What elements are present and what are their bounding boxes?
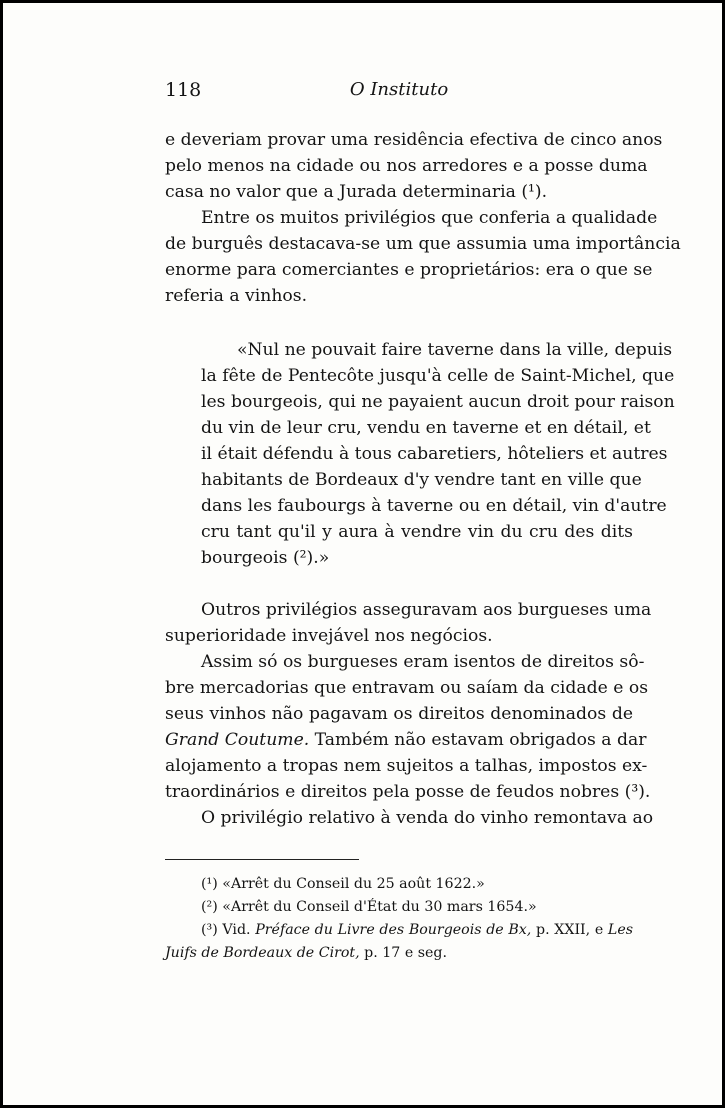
running-title: O Instituto — [349, 79, 449, 100]
footnote-title: Les — [607, 922, 634, 938]
text-line: traordinários e direitos pela posse de feudos nobres (³). — [165, 782, 651, 802]
paragraph-5 — [165, 805, 654, 831]
quote-line: il était défendu à tous cabaretiers, hôteliers et autres — [201, 444, 668, 464]
footnote-text: p. 17 e seg. — [359, 945, 448, 961]
text-line — [165, 727, 647, 753]
italic-term: Grand Coutume. — [165, 730, 310, 750]
text-line: O privilégio relativo à venda do vinho remontava ao — [201, 808, 654, 828]
paragraph-1 — [165, 127, 663, 205]
footnote-title: Juifs de Bordeaux de Cirot, — [165, 945, 360, 961]
footnote-text: (³) Vid. — [201, 922, 256, 938]
quote-line: «Nul ne pouvait faire taverne dans la ville, depuis — [237, 340, 673, 360]
paragraph-3 — [165, 597, 652, 649]
text-line: de burguês destacava-se um que assumia uma importância — [165, 234, 681, 254]
text-line: Assim só os burgueses eram isentos de direitos sô- — [201, 652, 645, 672]
footnote-text: p. XXII, e — [531, 922, 608, 938]
text-segment: Também não estavam obrigados a dar — [309, 730, 647, 750]
text-line: e deveriam provar uma residência efectiva de cinco anos — [165, 130, 663, 150]
quote-line: habitants de Bordeaux d'y vendre tant en ville que — [201, 470, 642, 490]
footnote-3-continued — [165, 942, 633, 965]
paragraph-4 — [165, 649, 651, 805]
text-line: enorme para comerciantes e proprietários: era o que se — [165, 260, 653, 280]
text-line: Outros privilégios asseguravam aos burgueses uma — [201, 600, 652, 620]
footnote-3 — [165, 919, 633, 942]
text-line: Entre os muitos privilégios que conferia a qualidade — [201, 208, 658, 228]
quote-line: cru tant qu'il y aura à vendre vin du cru des dits — [201, 522, 633, 542]
text-line: casa no valor que a Jurada determinaria (¹). — [165, 182, 548, 202]
text-line: superioridade invejável nos negócios. — [165, 626, 493, 646]
quote-line: du vin de leur cru, vendu en taverne et en détail, et — [201, 418, 651, 438]
footnote-title: Préface du Livre des Bourgeois de Bx, — [255, 922, 532, 938]
paragraph-2 — [165, 205, 681, 309]
quote-line: dans les faubourgs à taverne ou en détail, vin d'autre — [201, 496, 667, 516]
quotation-block — [201, 337, 675, 571]
page-number: 118 — [165, 79, 202, 101]
text-line: seus vinhos não pagavam os direitos denominados de — [165, 704, 633, 724]
footnotes — [165, 873, 633, 965]
quote-line: la fête de Pentecôte jusqu'à celle de Saint-Michel, que — [201, 366, 675, 386]
footnote-1: (¹) «Arrêt du Conseil du 25 août 1622.» — [201, 876, 485, 892]
text-line: pelo menos na cidade ou nos arredores e a posse duma — [165, 156, 648, 176]
footnote-2: (²) «Arrêt du Conseil d'État du 30 mars 1654.» — [201, 899, 537, 915]
quote-line: les bourgeois, qui ne payaient aucun droit pour raison — [201, 392, 675, 412]
page-header — [165, 79, 633, 109]
quote-line: bourgeois (²).» — [201, 548, 330, 568]
text-line: bre mercadorias que entravam ou saíam da cidade e os — [165, 678, 649, 698]
footnote-separator — [165, 859, 359, 860]
text-line: referia a vinhos. — [165, 286, 308, 306]
text-line: alojamento a tropas nem sujeitos a talhas, impostos ex- — [165, 756, 648, 776]
